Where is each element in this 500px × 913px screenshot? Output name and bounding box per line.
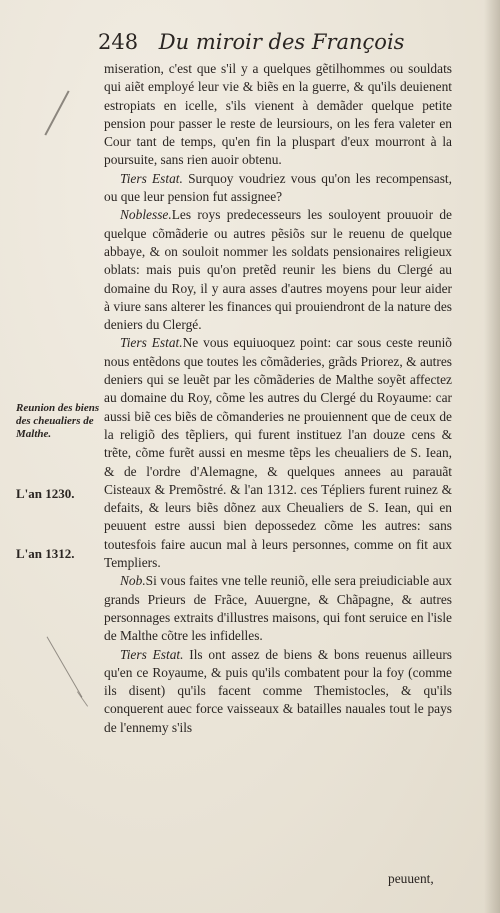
paragraph-text: Ils ont assez de biens & bons reuenus ailleurs qu'en ce Royaume, & puis qu'ils combatent pour la foy (comme ils disent) qu'ils facent comme Themistocles, & qu'ils conquerent auec force vaisseaux & batailles nauales tout le pays de l'ennemy s'ils [104,646,452,735]
paragraph [104,206,452,334]
margin-note: L'an 1312. [16,546,75,561]
paragraph [104,170,452,207]
paragraph [104,646,452,737]
page-edge-shadow [484,0,500,913]
speaker-label: Tiers Estat. [120,646,184,662]
paragraph-text: Les roys predecesseurs les souloyent prouuoir de quelque cõmãderie ou autres pẽsiõs sur le reuenu de quelque abbaye, & on souloit nommer les soldats pensionaires religieux oblats: mais puis qu'on pretẽd reunir les biens du Clergé au domaine du Roy, il y aura asses d'autres moyens pour leur aider à viure sans alterer les finances qui prouiendront de la nature des deniers du Clergé. [104,207,452,333]
speaker-label: Tiers Estat. [120,170,183,186]
ink-mark [77,691,88,706]
running-title: Du miroir des François [158,30,405,54]
page-number: 248 [98,30,139,54]
speaker-label: Noblesse. [120,207,172,223]
paragraph-text: Si vous faites vne telle reuniõ, elle sera preiudiciable aux grands Prieurs de Frãce, Auuergne, & Chãpagne, & autres personnages extraits d'illustres maisons, qui font seruice en l'isle de Malthe cõtre les infidelles. [104,573,452,644]
body-text [104,60,452,737]
ink-mark [47,636,83,697]
paragraph: miseration, c'est que s'il y a quelques gẽtilhommes ou souldats qui aiẽt employé leur vie & biẽs en la guerre, & qu'ils deuienent estropiats en icelle, s'ils vienent à demãder quelque petite pension pour passer le reste de leursiours, on les fera valeter en Cour tant de temps, qu'en fin la pluspart d'eux mourront à la poursuite, sans rien auoir obtenu. [104,61,452,168]
catchword: peuuent, [388,871,434,886]
margin-note: Reunion des biens des cheualiers de Malthe. [16,402,100,440]
ink-mark [44,90,69,135]
paragraph [104,572,452,645]
speaker-label: Tiers Estat. [120,335,183,351]
paragraph [104,334,452,572]
speaker-label: Nob. [120,573,146,589]
running-header [98,30,448,54]
paragraph-text: Ne vous equiuoquez point: car sous ceste reuniõ nous entẽdons que toutes les cõmãderies, grãds Priorez, & autres deniers qui se leuẽt par les cõmãderies de Malthe soyẽt affectez au domaine du Roy, cõme les autres du Clergé du Royaume: car aussi biẽ ces biẽs de cõmanderies ne prouiennent que de ceux de la religiõ des tẽpliers, qui furent instituez l'an douze cens & trẽte, cõme furẽt aussi en mesme tẽps les cheualiers de S. Iean, & de l'ordre d'Alemagne, & quelques annees au parauãt Cisteaux & Premõstré. & l'an 1312. ces Tépliers furent ruinez & defaits, & leurs biẽs dõnez aux Cheualiers de S. Iean, qui en peuuent estre aussi bien depossedez cõme les autres: sans toutesfois faire aucun mal à leurs personnes, comme on fit aux Templiers. [104,335,452,571]
paragraph-text: Surquoy voudriez vous qu'on les recompensast, ou que leur pension fut assignee? [104,170,452,205]
margin-note: L'an 1230. [16,486,75,501]
